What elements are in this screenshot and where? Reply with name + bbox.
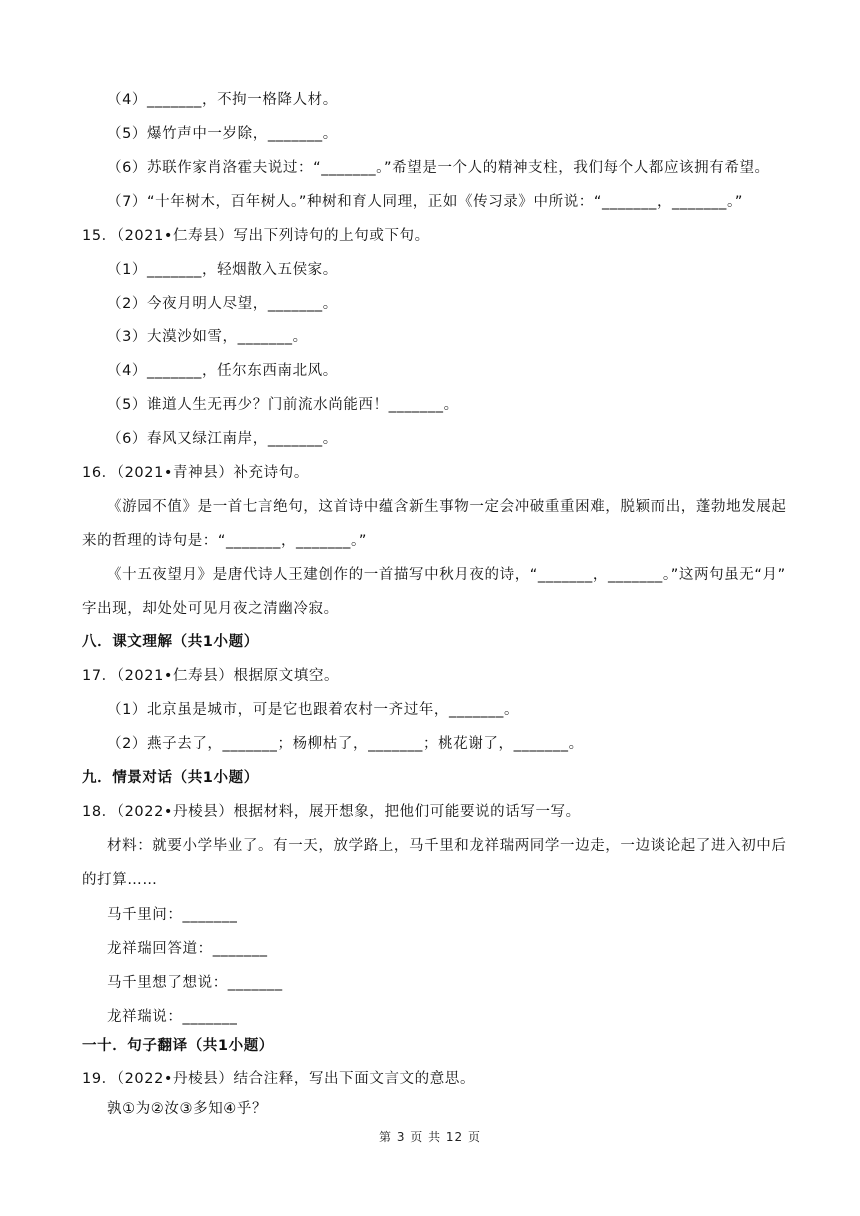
q15-item-3: （3）大漠沙如雪，_______。 [107, 329, 308, 345]
q17-item-2: （2）燕子去了，_______；杨柳枯了，_______；桃花谢了，_______。 [107, 736, 584, 752]
q15-item-6: （6）春风又绿江南岸，_______。 [107, 431, 338, 447]
q16-paragraph-2: 《十五夜望月》是唐代诗人王建创作的一首描写中秋月夜的诗，“_______，_______。”这两句虽无“月” [107, 567, 786, 583]
section-9-heading: 九．情景对话（共1小题） [82, 770, 259, 786]
q15-item-1: （1）_______，轻烟散入五侯家。 [107, 262, 338, 278]
q15-item-4: （4）_______，任尔东西南北风。 [107, 363, 338, 379]
q18-dialogue-1: 马千里问：_______ [107, 907, 238, 923]
question-16: 16．（2021•青神县）补充诗句。 [82, 465, 309, 481]
q14-item-7: （7）“十年树木，百年树人。”种树和育人同理，正如《传习录》中所说：“_______，_______。” [107, 194, 743, 210]
question-18: 18．（2022•丹棱县）根据材料，展开想象，把他们可能要说的话写一写。 [82, 804, 581, 820]
q15-item-5: （5）谁道人生无再少？门前流水尚能西！_______。 [107, 397, 459, 413]
q18-material: 材料：就要小学毕业了。有一天，放学路上，马千里和龙祥瑞两同学一边走，一边谈论起了进入初中后 [107, 838, 787, 854]
page-footer: 第 3 页 共 12 页 [379, 1130, 481, 1144]
q14-item-4: （4）_______，不拘一格降人材。 [107, 92, 338, 108]
section-8-heading: 八．课文理解（共1小题） [82, 634, 259, 650]
q18-material-cont: 的打算…… [82, 872, 158, 888]
q16-paragraph-1: 《游园不值》是一首七言绝句，这首诗中蕴含新生事物一定会冲破重重困难，脱颖而出，蓬勃地发展起 [107, 499, 787, 515]
q14-item-6: （6）苏联作家肖洛霍夫说过：“_______。”希望是一个人的精神支柱，我们每个人都应该拥有希望。 [107, 160, 770, 176]
q19-sentence: 孰①为②汝③多知④乎？ [107, 1101, 268, 1117]
q16-paragraph-2-cont: 字出现，却处处可见月夜之清幽冷寂。 [82, 601, 339, 617]
question-15: 15．（2021•仁寿县）写出下列诗句的上句或下句。 [82, 228, 430, 244]
section-10-heading: 一十．句子翻译（共1小题） [82, 1038, 274, 1054]
question-17: 17．（2021•仁寿县）根据原文填空。 [82, 668, 340, 684]
q14-item-5: （5）爆竹声中一岁除，_______。 [107, 126, 338, 142]
q16-paragraph-1-cont: 来的哲理的诗句是：“_______，_______。” [82, 533, 367, 549]
q18-dialogue-2: 龙祥瑞回答道：_______ [107, 941, 268, 957]
q18-dialogue-3: 马千里想了想说：_______ [107, 975, 283, 991]
question-19: 19．（2022•丹棱县）结合注释，写出下面文言文的意思。 [82, 1071, 476, 1087]
q15-item-2: （2）今夜月明人尽望，_______。 [107, 296, 338, 312]
q17-item-1: （1）北京虽是城市，可是它也跟着农村一齐过年，_______。 [107, 702, 520, 718]
q18-dialogue-4: 龙祥瑞说：_______ [107, 1009, 238, 1025]
